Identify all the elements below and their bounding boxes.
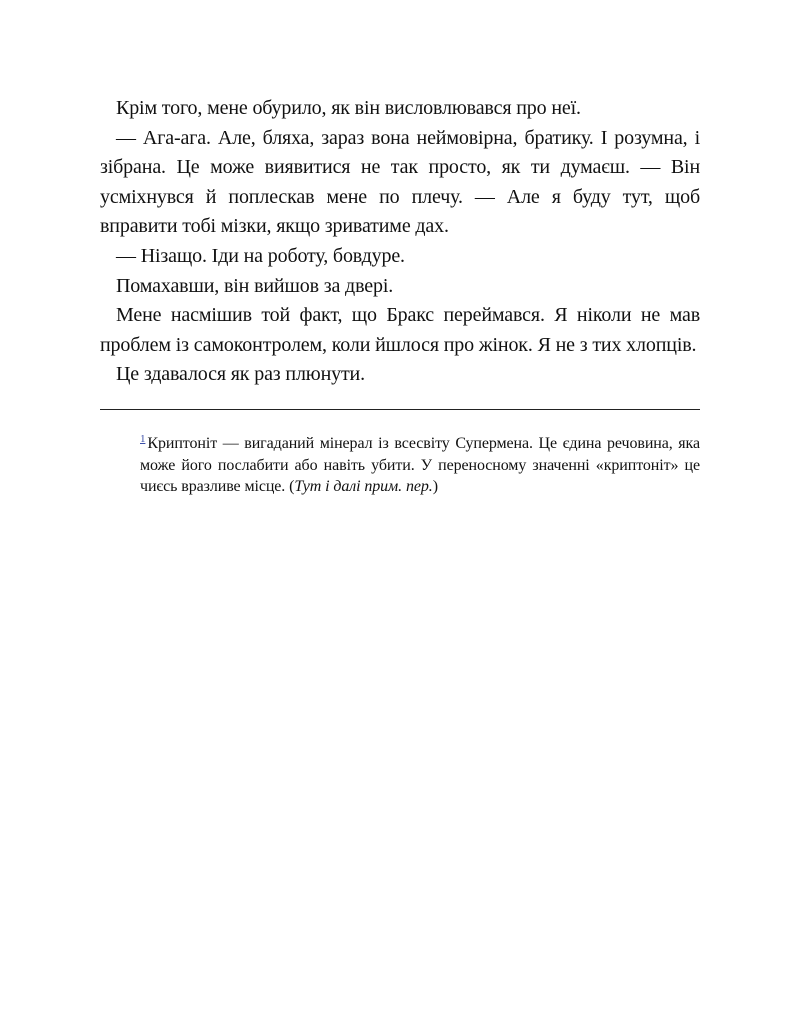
paragraph: Мене насмішив той факт, що Бракс переймався. Я ніколи не мав проблем із самоконтролем, коли йшлося про жінок. Я не з тих хлопців. xyxy=(100,304,700,356)
footnote xyxy=(140,433,700,498)
paragraph: Крім того, мене обурило, як він висловлювався про неї. xyxy=(116,97,581,119)
footnote-closing: ) xyxy=(432,478,438,495)
paragraph: — Ага-ага. Але, бляха, зараз вона неймовірна, братику. І розумна, і зібрана. Це може виявитися не так просто, як ти думаєш. — Він усміхнувся й поплескав мене по плечу. — Але я буду тут, щоб вправити тобі мізки, якщо зриватиме дах. xyxy=(100,126,700,238)
paragraph: Це здавалося як раз плюнути. xyxy=(116,363,365,386)
paragraph: Помахавши, він вийшов за двері. xyxy=(116,274,394,297)
footnote-divider xyxy=(100,409,700,410)
main-text xyxy=(100,94,700,390)
footnote-translator-note: Тут і далі прим. пер. xyxy=(294,478,433,495)
footnote-marker-link[interactable]: 1 xyxy=(140,433,146,445)
paragraph: — Нізащо. Іди на роботу, бовдуре. xyxy=(116,244,405,267)
footnote-text: Криптоніт — вигаданий мінерал із всесвіту Супермена. Це єдина речовина, яка може його послабити або навіть убити. У переносному значенні «криптоніт» це чиєсь вразливе місце. ( xyxy=(140,435,700,495)
